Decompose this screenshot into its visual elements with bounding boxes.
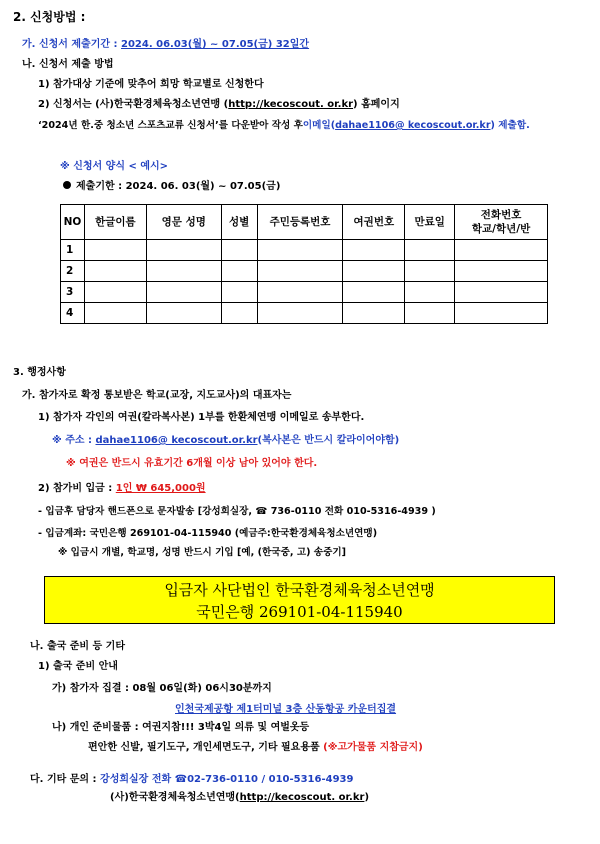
header-gender: 성별 (221, 205, 257, 240)
table-cell[interactable] (146, 303, 221, 324)
header-no: NO (61, 205, 85, 240)
sample-form-title: ※ 신청서 양식 < 예시> (60, 161, 169, 172)
fee-label: 2) 참가비 입금 : (38, 483, 116, 494)
application-form-table (60, 204, 548, 324)
submission-method-title: 나. 신청서 제출 방법 (22, 59, 114, 70)
inquiry-homepage-link[interactable]: http://kecoscout. or.kr (239, 792, 365, 803)
passport-validity-note: ※ 여권은 반드시 유효기간 6개월 이상 남아 있어야 한다. (66, 458, 318, 469)
table-cell[interactable] (146, 261, 221, 282)
table-row (61, 303, 548, 324)
submission-period (22, 38, 309, 52)
departure-guide: 1) 출국 준비 안내 (38, 661, 118, 672)
departure-prep-title: 나. 출국 준비 등 기타 (30, 641, 126, 652)
header-korean-name: 한글이름 (84, 205, 146, 240)
personal-items-line2 (88, 741, 423, 755)
row-number: 4 (61, 303, 85, 324)
address-email-link[interactable]: dahae1106@ kecoscout.or.kr (95, 435, 258, 446)
table-cell[interactable] (405, 261, 455, 282)
gathering-time: 가) 참가자 집결 : 08월 06일(화) 06시30분까지 (52, 683, 272, 694)
table-cell[interactable] (405, 303, 455, 324)
fee-line (38, 482, 206, 496)
table-cell[interactable] (146, 240, 221, 261)
header-phone-school (455, 205, 548, 240)
submission-period-value: 2024. 06.03(월) ~ 07.05(금) 32일간 (121, 39, 310, 50)
address-label: ※ 주소 : (52, 435, 96, 446)
address-line (52, 434, 399, 448)
method-item-2 (38, 98, 400, 112)
representative-instruction: 가. 참가자로 확정 통보받은 학교(교장, 지도교사)의 대표자는 (22, 390, 292, 401)
table-cell[interactable] (221, 282, 257, 303)
table-cell[interactable] (343, 240, 405, 261)
section-2-title: 2. 신청방법 : (13, 10, 86, 24)
submission-email-link[interactable]: dahae1106@ kecoscout.or.kr (335, 120, 491, 131)
table-cell[interactable] (84, 240, 146, 261)
banner-account: 국민은행 269101-04-115940 (196, 603, 403, 621)
banner-depositor: 입금자 사단법인 한국환경체육청소년연맹 (164, 581, 435, 599)
bullet-icon (63, 181, 71, 189)
table-cell[interactable] (455, 240, 548, 261)
header-school: 학교/학년/반 (471, 223, 531, 235)
table-cell[interactable] (343, 303, 405, 324)
header-english-name: 영문 성명 (146, 205, 221, 240)
method-item-1: 1) 참가대상 기준에 맞추어 희망 학교별로 신청한다 (38, 79, 264, 90)
table-cell[interactable] (84, 261, 146, 282)
table-cell[interactable] (405, 240, 455, 261)
table-cell[interactable] (221, 240, 257, 261)
personal-items-list: 편안한 신발, 필기도구, 개인세면도구, 기타 필요용품 (88, 742, 324, 753)
sms-instruction: - 입금후 담당자 핸드폰으로 문자발송 [강성희실장, ☎ 736-0110 전화 010-5316-4939 ) (38, 506, 436, 517)
table-cell[interactable] (343, 261, 405, 282)
table-row (61, 261, 548, 282)
header-expiry: 만료일 (405, 205, 455, 240)
inquiry-label: 다. 기타 문의 : (30, 774, 101, 785)
table-cell[interactable] (405, 282, 455, 303)
table-cell[interactable] (146, 282, 221, 303)
email-label: 이메일( (302, 120, 336, 131)
deadline-text: 제출기한 : 2024. 06. 03(월) ~ 07.05(금) (76, 181, 281, 192)
table-cell[interactable] (343, 282, 405, 303)
inquiry-contact: 강성희실장 전화 ☎02-736-0110 / 010-5316-4939 (100, 774, 354, 785)
inquiry-org-close: ) (364, 792, 370, 803)
submit-text: 제출함. (494, 120, 530, 131)
table-cell[interactable] (257, 282, 343, 303)
gathering-place: 인천국제공항 제1터미널 3층 산동항공 카운터집결 (175, 704, 397, 715)
header-phone: 전화번호 (480, 209, 522, 221)
table-cell[interactable] (84, 303, 146, 324)
fee-value: 1인 ₩ 645,000원 (115, 483, 206, 494)
table-row (61, 282, 548, 303)
row-number: 3 (61, 282, 85, 303)
method-item-2b (38, 119, 530, 133)
table-row (61, 240, 548, 261)
inquiry-line (30, 773, 353, 787)
valuables-warning: (※고가물품 지참금지) (323, 742, 423, 753)
submission-period-label: 가. 신청서 제출기간 : (22, 39, 122, 50)
table-cell[interactable] (257, 261, 343, 282)
email-close: ) (490, 120, 495, 131)
table-cell[interactable] (257, 303, 343, 324)
table-header-row (61, 205, 548, 240)
table-cell[interactable] (221, 303, 257, 324)
homepage-link[interactable]: http://kecoscout. or.kr (228, 99, 354, 110)
inquiry-org-name: (사)한국환경체육청소년연맹( (110, 792, 240, 803)
row-number: 1 (61, 240, 85, 261)
inquiry-org (110, 791, 369, 805)
header-passport-number: 여권번호 (343, 205, 405, 240)
section-3-title: 3. 행정사항 (13, 367, 66, 378)
passport-copy-instruction: 1) 참가자 각인의 여권(칼라복사본) 1부를 한환체연맹 이메일로 송부한다. (38, 412, 365, 423)
deposit-banner (44, 576, 555, 624)
table-cell[interactable] (455, 303, 548, 324)
personal-items: 나) 개인 준비물품 : 여권지참!!! 3박4일 의류 및 여벌옷등 (52, 722, 310, 733)
account-line: - 입금계좌: 국민은행 269101-04-115940 (예금주:한국환경체육청소년연맹) (38, 528, 378, 539)
table-cell[interactable] (84, 282, 146, 303)
deadline-line (63, 180, 280, 194)
download-instruction: ‘2024년 한.중 청소년 스포츠교류 신청서’를 다운받아 작성 후 (38, 120, 303, 131)
address-note: (복사본은 반드시 칼라이어야함) (257, 435, 400, 446)
method-item-2-suffix: ) 홈페이지 (353, 99, 400, 110)
table-cell[interactable] (455, 261, 548, 282)
header-resident-number: 주민등록번호 (257, 205, 343, 240)
method-item-2-text: 2) 신청서는 (사)한국환경체육청소년연맹 ( (38, 99, 229, 110)
deposit-note: ※ 입금시 개별, 학교명, 성명 반드시 기입 [예, (한국중, 고) 송중기] (58, 547, 346, 558)
row-number: 2 (61, 261, 85, 282)
table-cell[interactable] (257, 240, 343, 261)
table-cell[interactable] (455, 282, 548, 303)
table-cell[interactable] (221, 261, 257, 282)
